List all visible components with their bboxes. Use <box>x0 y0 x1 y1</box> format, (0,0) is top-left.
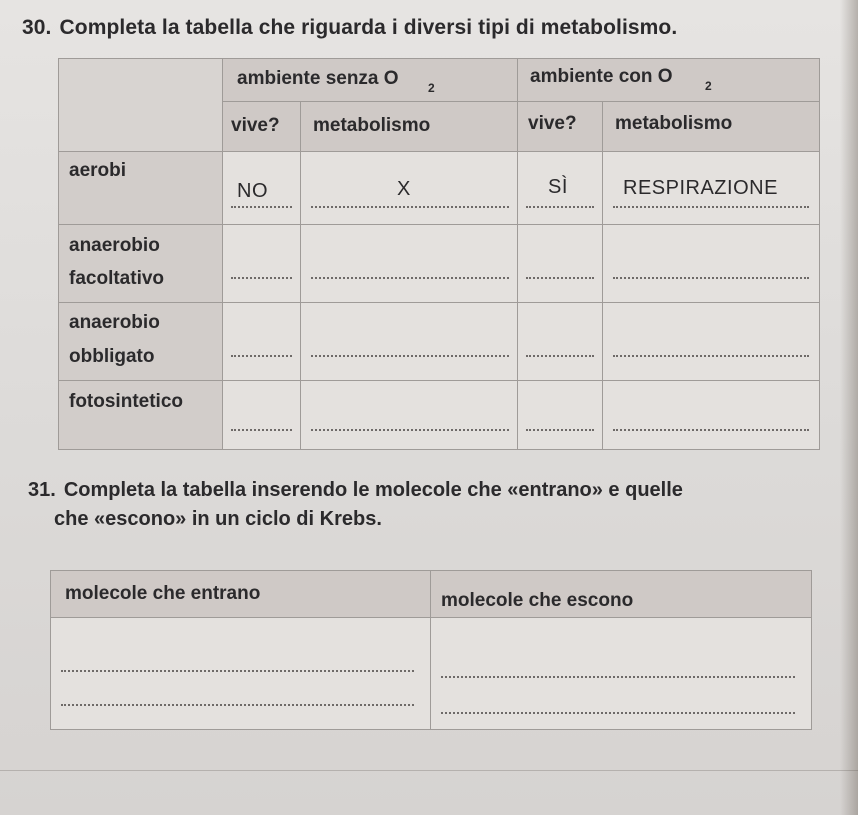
cell-metab-o2-row2[interactable] <box>602 224 820 303</box>
answer-line <box>613 206 809 208</box>
header-metabolismo-label: metabolismo <box>313 115 431 136</box>
row-label-text-2: obbligato <box>69 346 155 367</box>
row-label-text: aerobi <box>69 160 127 181</box>
answer-line <box>526 206 594 208</box>
answer-line <box>231 277 292 279</box>
cell-molecole-escono[interactable] <box>430 617 812 730</box>
o2-subscript: 2 <box>705 79 712 93</box>
question-30-title <box>22 14 842 42</box>
cell-metab-o2-row3[interactable] <box>602 302 820 381</box>
header-vive-no-o2 <box>222 101 301 152</box>
header-vive-label: vive? <box>231 115 280 136</box>
answer-line <box>231 429 292 431</box>
cell-metab-no-o2-row4[interactable] <box>300 380 518 450</box>
answer-line <box>311 429 509 431</box>
question-text: Completa la tabella che riguarda i diversi tipi di metabolismo. <box>59 16 678 39</box>
answer-line <box>526 429 594 431</box>
header-metabolismo-no-o2 <box>300 101 518 152</box>
answer-line <box>526 277 594 279</box>
header-vive-with-o2 <box>517 101 603 152</box>
cell-vive-no-o2-row4[interactable] <box>222 380 301 450</box>
question-number: 30. <box>22 16 52 39</box>
row-label-text: fotosintetico <box>69 391 183 412</box>
row-label-text: anaerobio <box>69 312 160 333</box>
question-text-line2: che «escono» in un ciclo di Krebs. <box>54 508 382 530</box>
answer-vive-no-o2: NO <box>237 180 268 202</box>
o2-subscript: 2 <box>428 81 435 95</box>
krebs-table <box>50 570 812 730</box>
question-text-line1: Completa la tabella inserendo le molecole che «entrano» e quelle <box>63 479 683 501</box>
header-group-with-o2 <box>517 58 820 102</box>
cell-metab-no-o2-row2[interactable] <box>300 224 518 303</box>
header-molecole-entrano <box>50 570 431 618</box>
answer-metab-no-o2: X <box>397 178 411 200</box>
question-number: 31. <box>28 479 56 501</box>
cell-vive-o2-row3[interactable] <box>517 302 603 381</box>
row-label-anaerobio-obbligato <box>58 302 223 381</box>
cell-metab-no-o2-row1[interactable] <box>300 151 518 225</box>
cell-vive-o2-row4[interactable] <box>517 380 603 450</box>
cell-metab-no-o2-row3[interactable] <box>300 302 518 381</box>
metabolism-table <box>58 58 820 450</box>
row-label-anaerobio-facoltativo <box>58 224 223 303</box>
header-group-with-o2-label: ambiente con O <box>530 66 673 87</box>
answer-line <box>231 206 292 208</box>
answer-line <box>311 355 509 357</box>
table-corner <box>58 58 223 152</box>
page-bottom-rule <box>0 770 858 771</box>
answer-line <box>231 355 292 357</box>
answer-line <box>613 355 809 357</box>
page-edge-shadow <box>840 0 858 815</box>
answer-line <box>61 670 414 672</box>
cell-vive-no-o2-row3[interactable] <box>222 302 301 381</box>
answer-line <box>311 277 509 279</box>
answer-line <box>311 206 509 208</box>
row-label-text: anaerobio <box>69 235 160 256</box>
answer-line <box>441 676 795 678</box>
row-label-aerobi <box>58 151 223 225</box>
cell-vive-o2-row2[interactable] <box>517 224 603 303</box>
cell-vive-o2-row1[interactable] <box>517 151 603 225</box>
answer-line <box>61 704 414 706</box>
header-metabolismo-label: metabolismo <box>615 113 733 134</box>
answer-line <box>613 429 809 431</box>
answer-metab-o2: RESPIRAZIONE <box>623 177 778 199</box>
cell-metab-o2-row1[interactable] <box>602 151 820 225</box>
answer-vive-o2: SÌ <box>548 176 568 198</box>
answer-line <box>526 355 594 357</box>
header-metabolismo-with-o2 <box>602 101 820 152</box>
row-label-fotosintetico <box>58 380 223 450</box>
cell-metab-o2-row4[interactable] <box>602 380 820 450</box>
cell-molecole-entrano[interactable] <box>50 617 431 730</box>
header-group-no-o2-label: ambiente senza O <box>237 68 399 89</box>
header-group-no-o2 <box>222 58 518 102</box>
header-vive-label: vive? <box>528 113 577 134</box>
cell-vive-no-o2-row2[interactable] <box>222 224 301 303</box>
row-label-text-2: facoltativo <box>69 268 165 289</box>
question-31-title <box>28 477 828 533</box>
header-molecole-entrano-label: molecole che entrano <box>65 583 261 604</box>
answer-line <box>613 277 809 279</box>
header-molecole-escono-label: molecole che escono <box>441 590 634 611</box>
cell-vive-no-o2-row1[interactable] <box>222 151 301 225</box>
header-molecole-escono <box>430 570 812 618</box>
answer-line <box>441 712 795 714</box>
